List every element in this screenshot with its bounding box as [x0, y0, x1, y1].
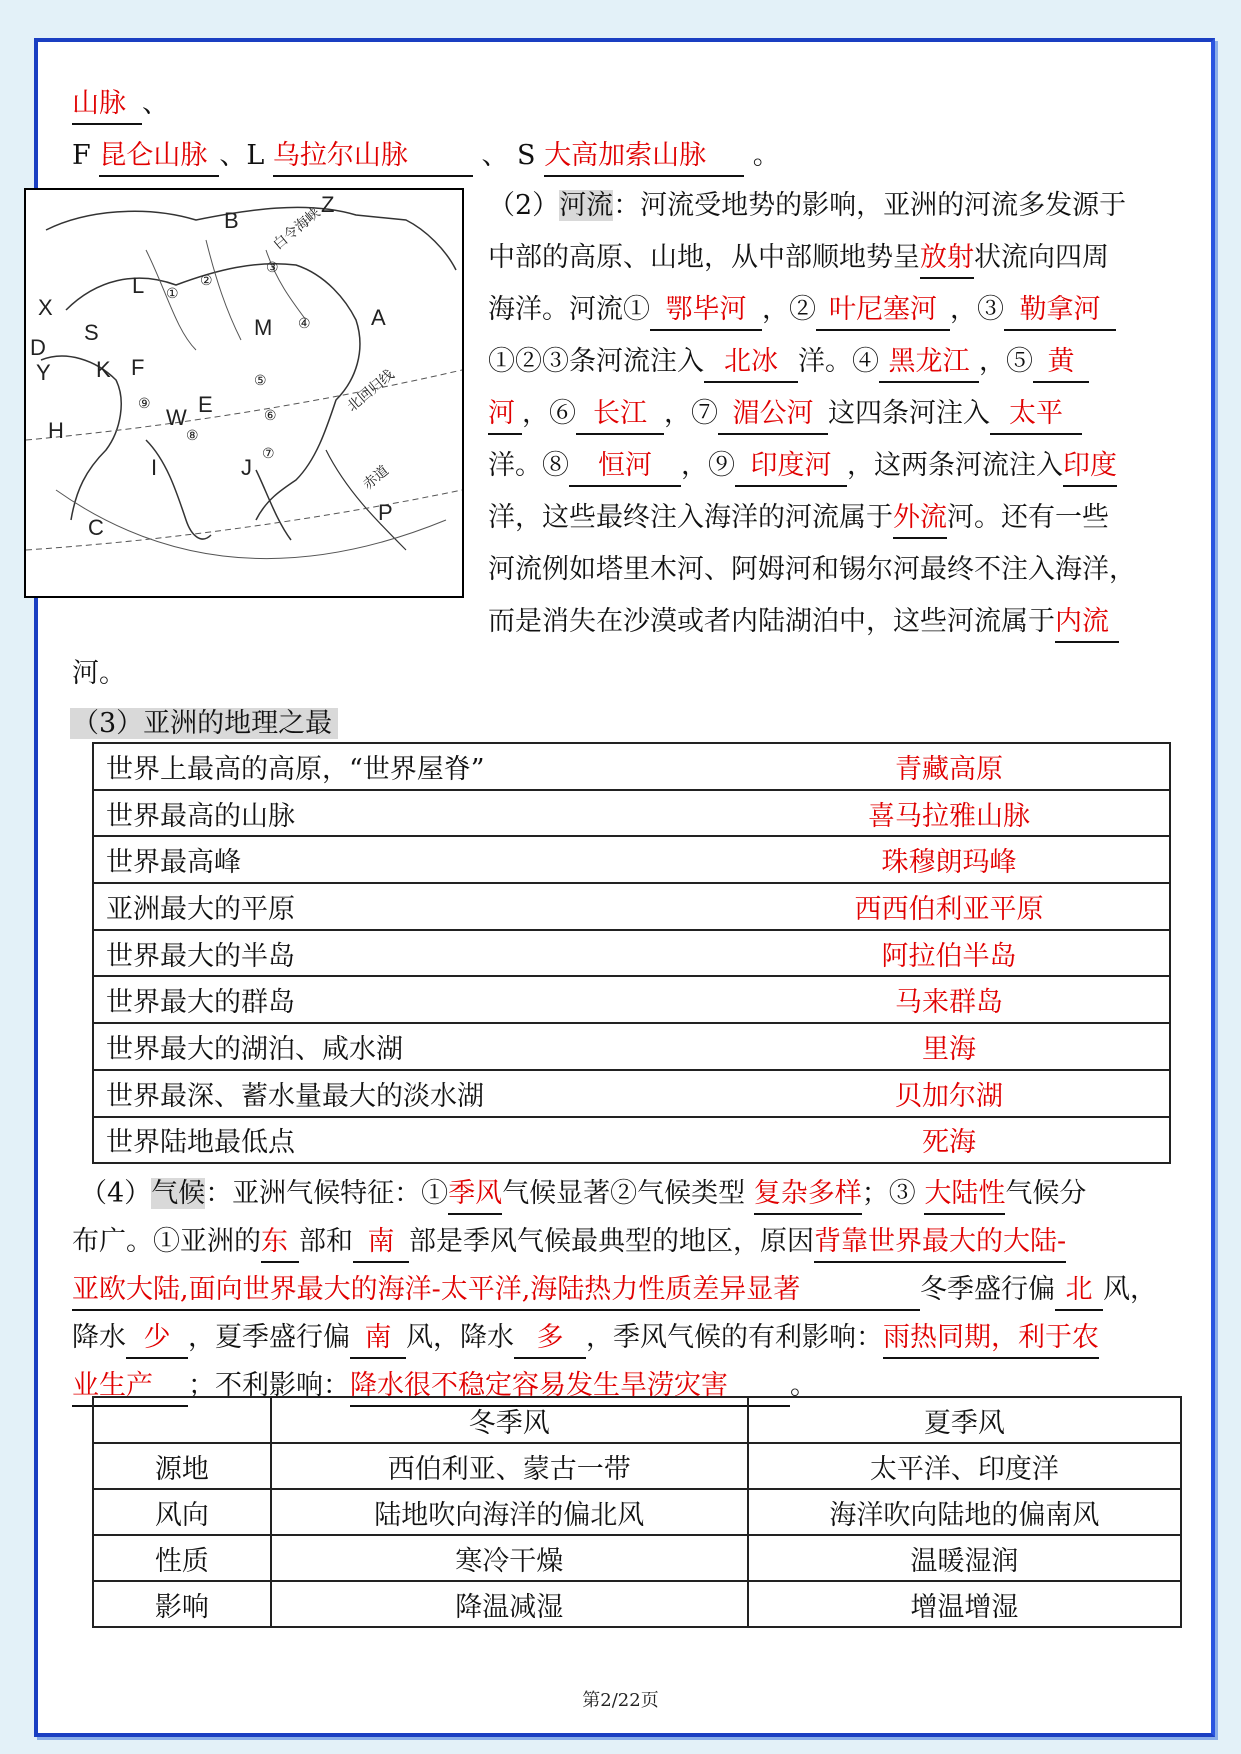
- rivers-line-2: 中部的高原、山地，从中部顺地势呈放射状流向四周: [488, 238, 1109, 279]
- records-question: 世界最大的群岛: [93, 976, 729, 1023]
- answer-s: 大高加索山脉: [544, 137, 744, 177]
- records-row: [93, 1023, 1170, 1070]
- records-answer: 喜马拉雅山脉: [729, 790, 1170, 837]
- rivers-line-4: ①②③条河流注入 北冰 洋。④ 黑龙江 ，⑤ 黄: [488, 342, 1089, 383]
- climate-title: 气候: [151, 1178, 206, 1209]
- records-answer: 贝加尔湖: [729, 1070, 1170, 1117]
- monsoon-row: [93, 1489, 1181, 1535]
- records-question: 世界上最高的高原，“世界屋脊”: [93, 743, 729, 790]
- rivers-line-9: 而是消失在沙漠或者内陆湖泊中，这些河流属于内流: [488, 602, 1119, 643]
- monsoon-cell: 风向: [93, 1489, 271, 1535]
- map-letter-x: X: [38, 295, 53, 320]
- records-row: [93, 1070, 1170, 1117]
- monsoon-cell: 源地: [93, 1443, 271, 1489]
- monsoon-cell: 西伯利亚、蒙古一带: [271, 1443, 748, 1489]
- records-answer: 西西伯利亚平原: [729, 883, 1170, 930]
- monsoon-cell: 寒冷干燥: [271, 1535, 748, 1581]
- page-number: 第2/22页: [582, 1690, 659, 1711]
- records-question: 世界最深、蓄水量最大的淡水湖: [93, 1070, 729, 1117]
- map-letter-f: F: [131, 355, 145, 380]
- records-answer: 珠穆朗玛峰: [729, 836, 1170, 883]
- map-letter-p: P: [378, 500, 393, 525]
- map-letter-s: S: [84, 320, 99, 345]
- monsoon-cell: 陆地吹向海洋的偏北风: [271, 1489, 748, 1535]
- map-letter-w: W: [166, 405, 187, 430]
- map-river-3: ③: [266, 259, 279, 275]
- monsoon-row: [93, 1535, 1181, 1581]
- map-letter-b: B: [224, 208, 239, 233]
- map-river-5: ⑤: [254, 372, 267, 388]
- monsoon-header-row: [93, 1397, 1181, 1443]
- records-row: [93, 1117, 1170, 1164]
- answer-f: 昆仑山脉: [99, 137, 219, 177]
- records-table: [92, 742, 1171, 1164]
- records-row: [93, 976, 1170, 1023]
- records-question: 亚洲最大的平原: [93, 883, 729, 930]
- map-letter-z: Z: [321, 192, 335, 217]
- records-heading: （3）亚洲的地理之最: [70, 704, 338, 744]
- monsoon-cell: 性质: [93, 1535, 271, 1581]
- records-answer: 马来群岛: [729, 976, 1170, 1023]
- records-row: [93, 790, 1170, 837]
- asia-map: [24, 188, 464, 598]
- map-letter-c: C: [88, 515, 104, 540]
- climate-line-3: 亚欧大陆,面向世界最大的海洋-太平洋,海陆热力性质差异显著 冬季盛行偏 北 风，: [72, 1270, 1157, 1311]
- climate-line-1: （4）气候：亚洲气候特征：①季风气候显著②气候类型 复杂多样；③ 大陆性气候分: [80, 1174, 1086, 1215]
- mountain-line-1: 山脉 、: [72, 84, 169, 125]
- rivers-line-1: （2）河流：河流受地势的影响，亚洲的河流多发源于: [488, 190, 1127, 221]
- rivers-line-3: 海洋。河流① 鄂毕河 ，② 叶尼塞河 ，③ 勒拿河: [488, 290, 1116, 331]
- records-question: 世界最高的山脉: [93, 790, 729, 837]
- rivers-title: 河流: [559, 190, 614, 221]
- map-letter-y: Y: [36, 360, 51, 385]
- records-question: 世界最大的半岛: [93, 930, 729, 977]
- monsoon-cell: 降温减湿: [271, 1581, 748, 1627]
- records-question: 世界陆地最低点: [93, 1117, 729, 1164]
- monsoon-cell: [93, 1397, 271, 1443]
- map-letter-d: D: [30, 335, 46, 360]
- map-letter-m: M: [254, 315, 273, 340]
- map-label-equator: 赤道: [359, 462, 392, 493]
- map-letter-i: I: [151, 455, 158, 480]
- monsoon-cell: 增温增湿: [748, 1581, 1181, 1627]
- monsoon-table: [92, 1396, 1182, 1628]
- answer-blank: 山脉: [72, 85, 142, 125]
- map-river-9: ⑨: [138, 395, 151, 411]
- records-question: 世界最高峰: [93, 836, 729, 883]
- records-row: [93, 883, 1170, 930]
- monsoon-cell: 温暖湿润: [748, 1535, 1181, 1581]
- monsoon-row: [93, 1581, 1181, 1627]
- map-river-4: ④: [298, 315, 311, 331]
- map-river-7: ⑦: [262, 445, 275, 461]
- monsoon-cell: 冬季风: [271, 1397, 748, 1443]
- monsoon-cell: 太平洋、印度洋: [748, 1443, 1181, 1489]
- monsoon-cell: 夏季风: [748, 1397, 1181, 1443]
- monsoon-row: [93, 1443, 1181, 1489]
- map-letter-e: E: [198, 392, 213, 417]
- map-river-2: ②: [200, 272, 213, 288]
- answer-l: 乌拉尔山脉: [273, 137, 473, 177]
- rivers-line-8: 河流例如塔里木河、阿姆河和锡尔河最终不注入海洋，: [488, 554, 1136, 585]
- map-river-1: ①: [166, 285, 179, 301]
- climate-line-5: 业生产 ；不利影响：降水很不稳定容易发生旱涝灾害 。: [72, 1366, 817, 1407]
- rivers-line-7: 洋，这些最终注入海洋的河流属于外流河。还有一些: [488, 498, 1109, 539]
- monsoon-cell: 影响: [93, 1581, 271, 1627]
- rivers-line-6: 洋。⑧ 恒河 ，⑨ 印度河 ，这两条河流注入印度: [488, 446, 1117, 487]
- records-answer: 死海: [729, 1117, 1170, 1164]
- map-river-6: ⑥: [264, 407, 277, 423]
- records-row: [93, 743, 1170, 790]
- records-question: 世界最大的湖泊、咸水湖: [93, 1023, 729, 1070]
- records-row: [93, 836, 1170, 883]
- asia-map-drawing: [26, 190, 462, 596]
- rivers-line-5: 河 ，⑥ 长江 ，⑦ 湄公河 这四条河注入 太平: [488, 394, 1082, 435]
- map-river-8: ⑧: [186, 427, 199, 443]
- mountain-line-2: F 昆仑山脉 、L 乌拉尔山脉 、 S 大高加索山脉 。: [72, 136, 780, 177]
- records-row: [93, 930, 1170, 977]
- map-letter-a: A: [371, 305, 386, 330]
- map-letter-l: L: [132, 273, 145, 298]
- map-letter-k: K: [96, 357, 111, 382]
- rivers-line-10: 河。: [72, 658, 126, 689]
- monsoon-cell: 海洋吹向陆地的偏南风: [748, 1489, 1181, 1535]
- map-letter-j: J: [241, 455, 252, 480]
- records-answer: 阿拉伯半岛: [729, 930, 1170, 977]
- records-answer: 里海: [729, 1023, 1170, 1070]
- map-label-tropic: 北回归线: [343, 366, 397, 415]
- climate-line-4: 降水 少 ，夏季盛行偏 南 风，降水 多 ，季风气候的有利影响：雨热同期，利于农: [72, 1318, 1099, 1359]
- map-letter-h: H: [48, 418, 64, 443]
- climate-line-2: 布广。①亚洲的东 部和 南 部是季风气候最典型的地区，原因背靠世界最大的大陆-: [72, 1222, 1066, 1263]
- records-answer: 青藏高原: [729, 743, 1170, 790]
- map-label-strait: 白令海峡: [269, 204, 323, 253]
